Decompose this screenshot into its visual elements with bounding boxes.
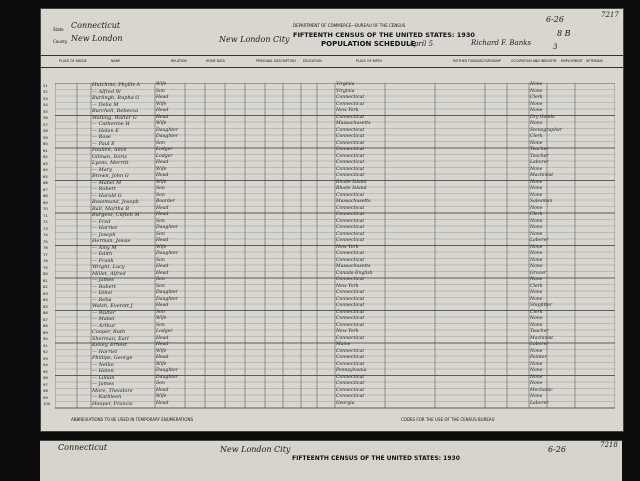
birthplace-cell: Connecticut <box>336 361 365 367</box>
birthplace-cell: Rhode Island <box>336 186 367 191</box>
column-group-header: CITIZENSHIP <box>481 59 501 63</box>
relation-cell: Head <box>156 264 169 269</box>
occupation-cell: Teacher <box>530 329 549 334</box>
birthplace-cell: Connecticut <box>336 147 365 152</box>
occupation-cell: Shipfitter <box>530 303 553 308</box>
birthplace-cell: Connecticut <box>336 277 365 282</box>
footer-abbreviations: ABBREVIATIONS TO BE USED IN TEMPORARY ENUMERATIONS <box>71 417 193 422</box>
relation-cell: Son <box>156 88 165 94</box>
birthplace-cell: Massachusetts <box>336 199 371 204</box>
row-number: 87 <box>43 316 48 322</box>
occupation-cell: Teacher <box>530 147 549 152</box>
county-label: County <box>53 39 68 44</box>
name-cell: Paullen, Alice <box>92 147 127 153</box>
row-number: 78 <box>43 258 48 263</box>
row-number: 79 <box>43 264 48 270</box>
birthplace-cell: Connecticut <box>336 225 365 230</box>
birthplace-cell: Connecticut <box>336 387 365 393</box>
name-cell: — James <box>92 381 114 387</box>
name-cell: — Robert <box>92 186 116 192</box>
name-cell: Burlingh, Rupha G <box>92 95 140 101</box>
next-sheet-title: FIFTEENTH CENSUS OF THE UNITED STATES: 1930 <box>292 455 460 462</box>
relation-cell: Daughter <box>156 225 179 230</box>
name-cell: — Arthur <box>92 322 116 329</box>
column-group-header: PLACE OF BIRTH <box>356 59 382 63</box>
birthplace-cell: Connecticut <box>336 134 365 139</box>
column-header-rule <box>41 67 623 68</box>
birthplace-cell: Connecticut <box>336 374 365 380</box>
occupation-cell: Machinist <box>530 173 554 178</box>
birthplace-cell: Massachusetts <box>336 264 371 269</box>
column-group-header: EMPLOYMENT <box>561 59 583 63</box>
name-cell: — Harriet <box>92 225 118 231</box>
row-number: 80 <box>43 271 48 276</box>
relation-cell: Son <box>156 322 165 328</box>
birthplace-cell: New York <box>336 283 359 289</box>
occupation-cell: Clerk <box>530 283 543 289</box>
name-cell: — Frank <box>92 257 114 264</box>
relation-cell: Daughter <box>156 374 179 380</box>
birthplace-cell: Connecticut <box>336 101 365 107</box>
name-cell: Phillips, George <box>92 355 133 361</box>
occupation-cell: Clerk <box>530 309 543 315</box>
occupation-cell: None <box>530 192 543 198</box>
birthplace-cell: Canada-English <box>336 270 373 276</box>
name-cell: — Nellie <box>92 361 114 368</box>
relation-cell: Son <box>156 277 165 282</box>
name-cell: — Reba <box>92 296 112 303</box>
birthplace-cell: New York <box>336 108 359 113</box>
name-cell: — Ethel <box>92 290 113 296</box>
district-number: 6-26 <box>546 15 564 24</box>
name-cell: Brown, John G <box>92 173 129 179</box>
name-cell: — Helen E <box>92 127 119 134</box>
next-sheet-place: New London City <box>220 445 291 454</box>
row-number: 62 <box>43 154 48 159</box>
occupation-cell: None <box>530 264 543 269</box>
birthplace-cell: Connecticut <box>336 153 365 159</box>
relation-cell: Head <box>156 173 169 178</box>
name-cell: Hutchins, Phyllis A <box>92 82 141 88</box>
name-cell: Ball, Martha B <box>92 205 129 212</box>
row-number: 97 <box>43 381 48 387</box>
row-number: 93 <box>43 355 48 361</box>
name-cell: — Paul E <box>92 140 115 147</box>
row-number: 73 <box>43 225 48 231</box>
column-group-header: MOTHER TONGUE <box>453 59 482 63</box>
relation-cell: Lodger <box>156 153 173 159</box>
occupation-cell: Teacher <box>530 153 549 159</box>
relation-cell: Daughter <box>156 134 179 139</box>
occupation-cell: None <box>530 218 543 224</box>
name-cell: — Robert <box>92 283 116 290</box>
name-cell: Wright, Lucy <box>92 264 125 270</box>
row-number: 51 <box>43 82 48 88</box>
relation-cell: Head <box>156 205 169 211</box>
occupation-cell: None <box>530 394 543 399</box>
birthplace-cell: Connecticut <box>336 290 365 295</box>
occupation-cell: Dry Goods <box>530 114 555 120</box>
column-group-header: OCCUPATION AND INDUSTRY <box>511 59 557 63</box>
row-number: 85 <box>43 303 48 309</box>
birthplace-cell: Connecticut <box>336 348 365 354</box>
relation-cell: Head <box>156 270 169 276</box>
enumerator-name: Richard F. Banks <box>471 39 532 47</box>
row-number: 56 <box>43 115 48 120</box>
occupation-cell: None <box>530 374 543 380</box>
relation-cell: Head <box>156 95 169 100</box>
occupation-cell: Painter <box>530 355 547 360</box>
row-number: 98 <box>43 388 48 393</box>
name-cell: Watling, Walter G <box>92 114 137 121</box>
next-sheet-number: 6-26 <box>548 445 566 454</box>
row-number: 64 <box>43 167 48 172</box>
name-cell: — Fred <box>92 218 111 225</box>
row-number: 99 <box>43 394 48 400</box>
name-cell: — Mary <box>92 166 112 173</box>
birthplace-cell: Pennsylvania <box>336 368 367 373</box>
birthplace-cell: Connecticut <box>336 95 365 100</box>
birthplace-cell: Connecticut <box>336 381 365 386</box>
row-number: 63 <box>43 160 48 166</box>
name-cell: — Delia M <box>92 101 119 108</box>
name-cell: — Harriet <box>92 348 118 355</box>
sheet-number: 8 B <box>557 29 571 38</box>
relation-cell: Boarder <box>156 199 175 204</box>
row-number: 71 <box>43 212 48 218</box>
next-census-sheet <box>40 440 622 481</box>
occupation-cell: None <box>530 140 543 146</box>
name-cell: Burgess, Clifton M <box>92 212 140 218</box>
relation-cell: Wife <box>156 394 167 399</box>
occupation-cell: Clerk <box>530 212 543 217</box>
name-cell: Walsh, Everett J <box>92 303 133 309</box>
row-number: 72 <box>43 219 48 224</box>
birthplace-cell: Connecticut <box>336 160 365 165</box>
name-cell: — Edith <box>92 251 113 257</box>
relation-cell: Head <box>156 108 169 113</box>
occupation-cell: None <box>530 251 543 256</box>
occupation-cell: None <box>530 186 543 191</box>
occupation-cell: Salesman <box>530 199 553 204</box>
name-cell: Lyons, Merritt <box>92 160 129 166</box>
birthplace-cell: Virginia <box>336 82 355 87</box>
column-group-header: PERSONAL DESCRIPTION <box>256 59 296 63</box>
relation-cell: Wife <box>156 316 167 321</box>
relation-cell: Wife <box>156 121 167 126</box>
birthplace-cell: Connecticut <box>336 303 365 308</box>
occupation-cell: None <box>530 101 543 107</box>
census-sheet <box>40 8 624 432</box>
occupation-cell: Clerk <box>530 95 543 100</box>
birthplace-cell: Virginia <box>336 88 355 94</box>
county-value: New London <box>71 34 123 43</box>
row-number: 54 <box>43 102 48 107</box>
column-group-header: NAME <box>111 59 121 63</box>
relation-cell: Wife <box>156 101 167 107</box>
relation-cell: Daughter <box>156 251 179 256</box>
occupation-cell: None <box>530 244 543 250</box>
row-number: 68 <box>43 193 48 198</box>
birthplace-cell: Connecticut <box>336 192 365 198</box>
birthplace-cell: Rhode Island <box>336 179 367 185</box>
row-number: 95 <box>43 368 48 374</box>
name-cell: Millet, Alfred <box>92 270 126 277</box>
occupation-cell: None <box>530 277 543 282</box>
birthplace-cell: Connecticut <box>336 322 365 328</box>
relation-cell: Head <box>156 342 169 347</box>
relation-cell: Lodger <box>156 329 173 334</box>
row-number: 66 <box>43 180 48 185</box>
name-cell: — Helen <box>92 368 114 374</box>
relation-cell: Daughter <box>156 127 179 133</box>
name-cell: — Alfred W <box>92 88 121 95</box>
row-number: 83 <box>43 290 48 296</box>
header-rule <box>41 55 623 56</box>
birthplace-cell: Connecticut <box>336 140 365 146</box>
birthplace-cell: Connecticut <box>336 205 365 211</box>
row-number: 65 <box>43 173 48 179</box>
birthplace-cell: Maine <box>336 342 351 347</box>
next-sheet-state: Connecticut <box>58 443 108 452</box>
relation-cell: Son <box>156 283 165 289</box>
name-cell: Cooper, Ruth <box>92 329 126 335</box>
occupation-cell: None <box>530 205 543 211</box>
row-number: 67 <box>43 186 48 192</box>
name-cell: — Rose <box>92 134 111 140</box>
column-group-header: EDUCATION <box>303 59 322 63</box>
birthplace-cell: Georgia <box>336 400 355 406</box>
occupation-cell: None <box>530 88 543 94</box>
relation-cell: Wife <box>156 82 167 87</box>
birthplace-cell: Connecticut <box>336 114 365 120</box>
corner-number: 7217 <box>601 11 619 19</box>
row-number: 89 <box>43 329 48 335</box>
birthplace-cell: Connecticut <box>336 251 365 256</box>
relation-cell: Lodger <box>156 147 173 152</box>
relation-cell: Son <box>156 257 165 263</box>
name-cell: — Lillian <box>92 374 115 381</box>
row-number: 88 <box>43 323 48 328</box>
name-cell: More, Theodore <box>92 387 133 394</box>
row-number: 57 <box>43 121 48 127</box>
place-value: New London City <box>219 35 290 44</box>
relation-cell: Son <box>156 231 165 237</box>
row-number: 77 <box>43 251 48 257</box>
birthplace-cell: New York <box>336 244 359 250</box>
name-cell: Gilman, Doris <box>92 153 127 160</box>
name-cell: Kelley, Ernest <box>92 342 127 348</box>
column-group-header: RELATION <box>171 59 187 63</box>
relation-cell: Head <box>156 160 169 165</box>
birthplace-cell: Connecticut <box>336 173 365 178</box>
row-number: 55 <box>43 108 48 114</box>
name-cell: Burchell, Rebecca <box>92 108 139 114</box>
relation-cell: Son <box>156 218 165 224</box>
row-number: 92 <box>43 349 48 354</box>
name-cell: Sherman, Earl <box>92 335 129 342</box>
occupation-cell: Clerk <box>530 134 543 139</box>
name-cell: — James <box>92 277 114 283</box>
name-cell: Rosemund, Joseph <box>92 199 139 205</box>
birthplace-cell: Connecticut <box>336 335 365 341</box>
birthplace-cell: Connecticut <box>336 309 365 315</box>
name-cell: — Mabel M <box>92 179 122 186</box>
occupation-cell: Stenographer <box>530 127 563 133</box>
row-number: 76 <box>43 245 48 250</box>
relation-cell: Son <box>156 381 165 386</box>
occupation-cell: Mechanic <box>530 387 553 393</box>
occupation-cell: None <box>530 290 543 295</box>
occupation-cell: Machinist <box>530 335 554 341</box>
row-number: 91 <box>43 342 48 348</box>
occupation-cell: None <box>530 316 543 321</box>
relation-cell: Head <box>156 387 169 393</box>
row-number: 75 <box>43 238 48 244</box>
birthplace-cell: Connecticut <box>336 218 365 224</box>
relation-cell: Son <box>156 186 165 191</box>
birthplace-cell: Connecticut <box>336 355 365 360</box>
schedule-title: POPULATION SCHEDULE <box>321 40 416 48</box>
row-number: 96 <box>43 375 48 380</box>
relation-cell: Head <box>156 355 169 360</box>
occupation-cell: Laborer <box>530 238 549 243</box>
occupation-cell: None <box>530 231 543 237</box>
occupation-cell: None <box>530 296 543 302</box>
row-number: 52 <box>43 89 48 94</box>
row-number: 81 <box>43 277 48 283</box>
name-cell: — Mabel <box>92 316 115 322</box>
birthplace-cell: Connecticut <box>336 316 365 321</box>
row-number: 86 <box>43 310 48 315</box>
row-number: 70 <box>43 206 48 211</box>
birthplace-cell: New York <box>336 329 359 334</box>
occupation-cell: None <box>530 368 543 373</box>
name-cell: — Catherine H <box>92 121 130 127</box>
footer-codes: CODES FOR THE USE OF THE CENSUS BUREAU <box>401 417 495 422</box>
birthplace-cell: Connecticut <box>336 231 365 237</box>
birthplace-cell: Connecticut <box>336 238 365 243</box>
name-cell: — Kathleen <box>92 394 122 400</box>
occupation-cell: None <box>530 225 543 230</box>
row-number: 61 <box>43 147 48 153</box>
birthplace-cell: Connecticut <box>336 257 365 263</box>
row-number: 82 <box>43 284 48 289</box>
row-number: 69 <box>43 199 48 205</box>
name-cell: — Amy M <box>92 244 117 251</box>
occupation-cell: Laborer <box>530 400 549 406</box>
occupation-cell: None <box>530 108 543 113</box>
birthplace-cell: Massachusetts <box>336 121 371 126</box>
birthplace-cell: Connecticut <box>336 166 365 172</box>
relation-cell: Head <box>156 114 169 120</box>
row-number: 59 <box>43 134 48 140</box>
relation-cell: Daughter <box>156 290 179 295</box>
row-number: 84 <box>43 297 48 302</box>
occupation-cell: None <box>530 381 543 386</box>
relation-cell: Son <box>156 192 165 198</box>
occupation-cell: None <box>530 166 543 172</box>
relation-cell: Head <box>156 238 169 243</box>
row-number: 53 <box>43 95 48 101</box>
relation-cell: Wife <box>156 244 167 250</box>
state-value: Connecticut <box>71 21 121 30</box>
name-cell: — Joseph <box>92 231 116 238</box>
relation-cell: Wife <box>156 361 167 367</box>
relation-cell: Son <box>156 140 165 146</box>
occupation-cell: None <box>530 361 543 367</box>
relation-cell: Daughter <box>156 296 179 302</box>
row-number: 74 <box>43 232 48 237</box>
relation-cell: Head <box>156 303 169 308</box>
occupation-cell: Laborer <box>530 342 549 347</box>
name-cell: Hooper, Francis <box>92 400 133 407</box>
occupation-cell: Laborer <box>530 160 549 165</box>
column-group-header: PLACE OF ABODE <box>59 59 87 63</box>
occupation-cell: None <box>530 348 543 354</box>
row-number: 90 <box>43 336 48 341</box>
relation-cell: Wife <box>156 166 167 172</box>
relation-cell: Head <box>156 335 169 341</box>
birthplace-cell: Connecticut <box>336 127 365 133</box>
occupation-cell: None <box>530 179 543 185</box>
column-group-header: VETERANS <box>586 59 603 63</box>
row-number: 100 <box>43 401 51 406</box>
occupation-cell: None <box>530 257 543 263</box>
dept-line: DEPARTMENT OF COMMERCE—BUREAU OF THE CENSUS <box>293 23 406 28</box>
occupation-cell: None <box>530 82 543 87</box>
row-number: 58 <box>43 128 48 133</box>
relation-cell: Daughter <box>156 368 179 373</box>
state-label: State <box>53 27 64 32</box>
relation-cell: Son <box>156 309 165 315</box>
birthplace-cell: Connecticut <box>336 394 365 399</box>
occupation-cell: Grocer <box>530 270 547 276</box>
relation-cell: Wife <box>156 179 167 185</box>
relation-cell: Head <box>156 400 169 406</box>
census-title: FIFTEENTH CENSUS OF THE UNITED STATES: 1930 <box>293 31 475 39</box>
occupation-cell: None <box>530 121 543 126</box>
relation-cell: Head <box>156 212 169 217</box>
name-cell: — Walter <box>92 309 116 316</box>
name-cell: — Harold G <box>92 192 122 199</box>
occupation-cell: None <box>530 322 543 328</box>
row-number: 94 <box>43 362 48 367</box>
row-number: 60 <box>43 141 48 146</box>
next-corner-number: 7218 <box>600 441 618 449</box>
relation-cell: Wife <box>156 348 167 354</box>
sheet-sub-number: 3 <box>553 43 558 51</box>
birthplace-cell: Connecticut <box>336 296 365 302</box>
birthplace-cell: Connecticut <box>336 212 365 217</box>
enumerated-date: April 5 <box>409 40 434 48</box>
column-group-header: HOME DATA <box>206 59 225 63</box>
name-cell: Herman, Jessie <box>92 238 131 244</box>
